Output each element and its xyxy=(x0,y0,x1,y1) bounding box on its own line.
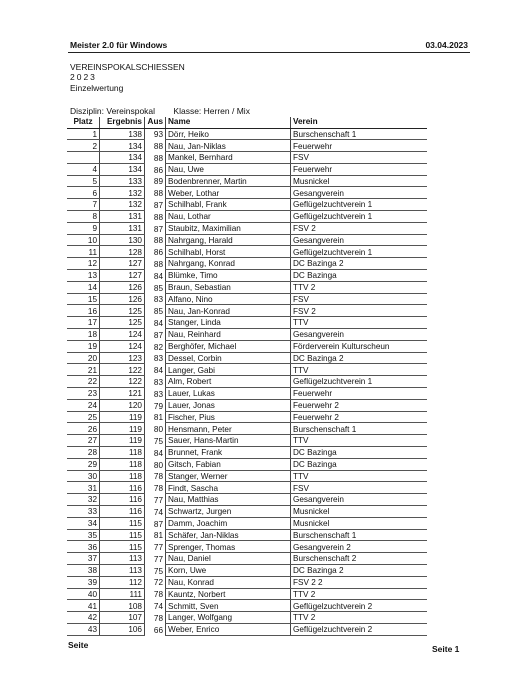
cell-platz: 23 xyxy=(67,388,100,400)
cell-ergebnis: 124 xyxy=(100,340,145,352)
cell-platz: 43 xyxy=(67,623,100,635)
table-row xyxy=(67,435,427,447)
cell-ergebnis: 125 xyxy=(100,317,145,329)
table-row xyxy=(67,329,427,341)
cell-platz: 38 xyxy=(67,564,100,576)
cell-platz: 20 xyxy=(67,352,100,364)
cell-verein: Feuerwehr xyxy=(291,140,428,152)
cell-verein: FSV xyxy=(291,293,428,305)
cell-aus: 74 xyxy=(145,600,166,612)
table-row xyxy=(67,163,427,175)
cell-name: Korn, Uwe xyxy=(166,564,291,576)
cell-verein: TTV 2 xyxy=(291,281,428,293)
table-row xyxy=(67,246,427,258)
table-row xyxy=(67,340,427,352)
cell-aus: 83 xyxy=(145,376,166,388)
cell-platz: 1 xyxy=(67,128,100,140)
document-subtitle: Einzelwertung xyxy=(70,83,124,93)
cell-name: Schäfer, Jan-Niklas xyxy=(166,529,291,541)
cell-verein: Burschenschaft 1 xyxy=(291,529,428,541)
cell-name: Alfano, Nino xyxy=(166,293,291,305)
cell-aus: 77 xyxy=(145,494,166,506)
table-row xyxy=(67,517,427,529)
cell-ergebnis: 133 xyxy=(100,175,145,187)
cell-platz: 9 xyxy=(67,222,100,234)
document-title: VEREINSPOKALSCHIESSEN xyxy=(70,62,185,72)
cell-verein: TTV xyxy=(291,470,428,482)
table-row xyxy=(67,222,427,234)
page-header xyxy=(70,40,468,50)
cell-name: Schwartz, Jurgen xyxy=(166,506,291,518)
cell-name: Nau, Lothar xyxy=(166,211,291,223)
cell-platz: 28 xyxy=(67,447,100,459)
cell-ergebnis: 112 xyxy=(100,576,145,588)
table-row xyxy=(67,388,427,400)
cell-ergebnis: 125 xyxy=(100,305,145,317)
cell-ergebnis: 131 xyxy=(100,211,145,223)
cell-name: Damm, Joachim xyxy=(166,517,291,529)
cell-ergebnis: 116 xyxy=(100,494,145,506)
discipline-line xyxy=(70,106,266,116)
cell-aus: 80 xyxy=(145,423,166,435)
cell-ergebnis: 122 xyxy=(100,376,145,388)
table-row xyxy=(67,352,427,364)
table-row xyxy=(67,411,427,423)
cell-verein: DC Bazinga 2 xyxy=(291,352,428,364)
cell-platz: 26 xyxy=(67,423,100,435)
cell-ergebnis: 111 xyxy=(100,588,145,600)
column-header-ergebnis: Ergebnis xyxy=(100,117,145,128)
cell-aus: 85 xyxy=(145,281,166,293)
cell-verein: DC Bazinga 2 xyxy=(291,258,428,270)
cell-platz: 15 xyxy=(67,293,100,305)
cell-platz: 27 xyxy=(67,435,100,447)
cell-name: Nau, Jan-Niklas xyxy=(166,140,291,152)
cell-name: Lauer, Lukas xyxy=(166,388,291,400)
table-row xyxy=(67,128,427,140)
table-row xyxy=(67,270,427,282)
cell-verein: DC Bazinga xyxy=(291,458,428,470)
cell-verein: TTV xyxy=(291,364,428,376)
cell-aus: 87 xyxy=(145,329,166,341)
cell-ergebnis: 120 xyxy=(100,399,145,411)
cell-ergebnis: 128 xyxy=(100,246,145,258)
table-row xyxy=(67,293,427,305)
cell-aus: 88 xyxy=(145,187,166,199)
table-row xyxy=(67,152,427,164)
cell-name: Alm, Robert xyxy=(166,376,291,388)
cell-ergebnis: 107 xyxy=(100,612,145,624)
cell-name: Nau, Konrad xyxy=(166,576,291,588)
cell-aus: 83 xyxy=(145,388,166,400)
cell-ergebnis: 108 xyxy=(100,600,145,612)
cell-aus: 80 xyxy=(145,458,166,470)
cell-name: Nau, Uwe xyxy=(166,163,291,175)
cell-verein: Geflügelzuchtverein 2 xyxy=(291,623,428,635)
cell-verein: Geflügelzuchtverein 1 xyxy=(291,376,428,388)
cell-platz: 41 xyxy=(67,600,100,612)
cell-name: Schilhabl, Horst xyxy=(166,246,291,258)
table-row xyxy=(67,600,427,612)
cell-name: Nau, Reinhard xyxy=(166,329,291,341)
column-header-verein: Verein xyxy=(291,117,428,128)
cell-platz: 29 xyxy=(67,458,100,470)
cell-verein: Geflügelzuchtverein 2 xyxy=(291,600,428,612)
cell-aus: 78 xyxy=(145,482,166,494)
cell-aus: 84 xyxy=(145,364,166,376)
cell-platz: 32 xyxy=(67,494,100,506)
table-row xyxy=(67,211,427,223)
cell-platz: 16 xyxy=(67,305,100,317)
cell-aus: 88 xyxy=(145,211,166,223)
cell-platz: 5 xyxy=(67,175,100,187)
print-date: 03.04.2023 xyxy=(425,40,468,50)
cell-name: Dessel, Corbin xyxy=(166,352,291,364)
cell-name: Nau, Matthias xyxy=(166,494,291,506)
cell-verein: DC Bazinga xyxy=(291,270,428,282)
column-header-platz: Platz xyxy=(67,117,100,128)
cell-aus: 86 xyxy=(145,246,166,258)
cell-ergebnis: 132 xyxy=(100,187,145,199)
cell-platz: 24 xyxy=(67,399,100,411)
cell-aus: 93 xyxy=(145,128,166,140)
table-row xyxy=(67,317,427,329)
cell-aus: 74 xyxy=(145,506,166,518)
cell-platz: 10 xyxy=(67,234,100,246)
table-row xyxy=(67,612,427,624)
cell-ergebnis: 124 xyxy=(100,329,145,341)
cell-platz: 2 xyxy=(67,140,100,152)
cell-platz: 19 xyxy=(67,340,100,352)
table-row xyxy=(67,140,427,152)
cell-verein: Burschenschaft 1 xyxy=(291,128,428,140)
cell-verein: TTV 2 xyxy=(291,588,428,600)
cell-aus: 87 xyxy=(145,199,166,211)
cell-verein: Burschenschaft 2 xyxy=(291,553,428,565)
cell-ergebnis: 126 xyxy=(100,281,145,293)
cell-aus: 82 xyxy=(145,340,166,352)
cell-ergebnis: 118 xyxy=(100,447,145,459)
cell-ergebnis: 118 xyxy=(100,458,145,470)
cell-aus: 72 xyxy=(145,576,166,588)
cell-ergebnis: 123 xyxy=(100,352,145,364)
cell-platz: 31 xyxy=(67,482,100,494)
cell-platz: 37 xyxy=(67,553,100,565)
cell-ergebnis: 127 xyxy=(100,270,145,282)
cell-aus: 89 xyxy=(145,175,166,187)
cell-ergebnis: 119 xyxy=(100,423,145,435)
cell-platz: 33 xyxy=(67,506,100,518)
cell-ergebnis: 113 xyxy=(100,553,145,565)
cell-ergebnis: 122 xyxy=(100,364,145,376)
cell-verein: Musnickel xyxy=(291,506,428,518)
cell-aus: 88 xyxy=(145,258,166,270)
cell-ergebnis: 134 xyxy=(100,152,145,164)
cell-ergebnis: 130 xyxy=(100,234,145,246)
cell-name: Dörr, Heiko xyxy=(166,128,291,140)
cell-aus: 75 xyxy=(145,564,166,576)
cell-ergebnis: 119 xyxy=(100,435,145,447)
cell-name: Schmitt, Sven xyxy=(166,600,291,612)
cell-aus: 75 xyxy=(145,435,166,447)
cell-verein: Förderverein Kulturscheun xyxy=(291,340,428,352)
app-title: Meister 2.0 für Windows xyxy=(70,40,168,50)
table-row xyxy=(67,541,427,553)
cell-aus: 81 xyxy=(145,529,166,541)
cell-aus: 66 xyxy=(145,623,166,635)
results-table xyxy=(67,117,427,636)
cell-ergebnis: 115 xyxy=(100,541,145,553)
cell-ergebnis: 127 xyxy=(100,258,145,270)
table-row xyxy=(67,234,427,246)
cell-name: Nau, Jan-Konrad xyxy=(166,305,291,317)
cell-verein: Musnickel xyxy=(291,517,428,529)
cell-name: Kauntz, Norbert xyxy=(166,588,291,600)
cell-name: Nahrgang, Harald xyxy=(166,234,291,246)
cell-verein: FSV xyxy=(291,482,428,494)
cell-aus: 81 xyxy=(145,411,166,423)
table-row xyxy=(67,564,427,576)
table-row xyxy=(67,588,427,600)
cell-verein: FSV 2 xyxy=(291,222,428,234)
cell-ergebnis: 115 xyxy=(100,517,145,529)
cell-ergebnis: 126 xyxy=(100,293,145,305)
cell-aus: 83 xyxy=(145,293,166,305)
cell-name: Nau, Daniel xyxy=(166,553,291,565)
cell-aus: 77 xyxy=(145,553,166,565)
cell-ergebnis: 113 xyxy=(100,564,145,576)
cell-verein: TTV xyxy=(291,435,428,447)
cell-platz: 40 xyxy=(67,588,100,600)
cell-verein: Feuerwehr 2 xyxy=(291,411,428,423)
table-row xyxy=(67,364,427,376)
cell-platz: 36 xyxy=(67,541,100,553)
cell-platz: 13 xyxy=(67,270,100,282)
table-row xyxy=(67,423,427,435)
table-row xyxy=(67,399,427,411)
cell-name: Stanger, Linda xyxy=(166,317,291,329)
cell-aus: 84 xyxy=(145,447,166,459)
cell-aus: 77 xyxy=(145,541,166,553)
cell-verein: Geflügelzuchtverein 1 xyxy=(291,246,428,258)
cell-verein: Musnickel xyxy=(291,175,428,187)
column-header-aus: Aus xyxy=(145,117,166,128)
cell-verein: FSV 2 xyxy=(291,305,428,317)
cell-platz: 42 xyxy=(67,612,100,624)
cell-aus: 86 xyxy=(145,163,166,175)
cell-name: Mankel, Bernhard xyxy=(166,152,291,164)
cell-ergebnis: 106 xyxy=(100,623,145,635)
column-header-name: Name xyxy=(166,117,291,128)
page-number: Seite 1 xyxy=(432,644,460,654)
cell-platz: 12 xyxy=(67,258,100,270)
table-row xyxy=(67,258,427,270)
cell-platz: 14 xyxy=(67,281,100,293)
cell-aus: 84 xyxy=(145,317,166,329)
cell-aus: 78 xyxy=(145,470,166,482)
cell-aus: 84 xyxy=(145,270,166,282)
cell-name: Weber, Enrico xyxy=(166,623,291,635)
cell-name: Blümke, Timo xyxy=(166,270,291,282)
cell-verein: Gesangverein xyxy=(291,187,428,199)
cell-name: Gitsch, Fabian xyxy=(166,458,291,470)
cell-aus: 79 xyxy=(145,399,166,411)
cell-name: Bodenbrenner, Martin xyxy=(166,175,291,187)
cell-aus: 88 xyxy=(145,234,166,246)
table-row xyxy=(67,305,427,317)
cell-ergebnis: 138 xyxy=(100,128,145,140)
cell-ergebnis: 116 xyxy=(100,482,145,494)
cell-aus: 88 xyxy=(145,140,166,152)
table-row xyxy=(67,458,427,470)
cell-ergebnis: 119 xyxy=(100,411,145,423)
cell-verein: Geflügelzuchtverein 1 xyxy=(291,211,428,223)
cell-name: Hensmann, Peter xyxy=(166,423,291,435)
table-row xyxy=(67,553,427,565)
table-row xyxy=(67,482,427,494)
cell-platz xyxy=(67,152,100,164)
cell-verein: DC Bazinga 2 xyxy=(291,564,428,576)
cell-verein: TTV xyxy=(291,317,428,329)
cell-name: Berghöfer, Michael xyxy=(166,340,291,352)
cell-name: Nahrgang, Konrad xyxy=(166,258,291,270)
cell-verein: Feuerwehr xyxy=(291,388,428,400)
cell-platz: 11 xyxy=(67,246,100,258)
table-row xyxy=(67,623,427,635)
table-header-row xyxy=(67,117,427,128)
discipline-label: Disziplin: Vereinspokal xyxy=(70,106,156,116)
cell-platz: 30 xyxy=(67,470,100,482)
cell-platz: 39 xyxy=(67,576,100,588)
table-row xyxy=(67,281,427,293)
footer-left: Seite xyxy=(68,640,89,650)
cell-platz: 25 xyxy=(67,411,100,423)
cell-ergebnis: 134 xyxy=(100,163,145,175)
cell-platz: 35 xyxy=(67,529,100,541)
cell-verein: Feuerwehr xyxy=(291,163,428,175)
cell-aus: 78 xyxy=(145,612,166,624)
cell-platz: 18 xyxy=(67,329,100,341)
document-year: 2023 xyxy=(70,72,97,82)
cell-ergebnis: 131 xyxy=(100,222,145,234)
cell-aus: 88 xyxy=(145,152,166,164)
cell-platz: 6 xyxy=(67,187,100,199)
cell-ergebnis: 118 xyxy=(100,470,145,482)
cell-platz: 7 xyxy=(67,199,100,211)
cell-platz: 4 xyxy=(67,163,100,175)
table-row xyxy=(67,470,427,482)
cell-ergebnis: 116 xyxy=(100,506,145,518)
cell-verein: FSV xyxy=(291,152,428,164)
table-row xyxy=(67,506,427,518)
cell-ergebnis: 134 xyxy=(100,140,145,152)
cell-ergebnis: 132 xyxy=(100,199,145,211)
cell-aus: 83 xyxy=(145,352,166,364)
table-row xyxy=(67,529,427,541)
table-row xyxy=(67,199,427,211)
cell-name: Findt, Sascha xyxy=(166,482,291,494)
table-row xyxy=(67,175,427,187)
cell-name: Langer, Gabi xyxy=(166,364,291,376)
cell-name: Lauer, Jonas xyxy=(166,399,291,411)
cell-name: Langer, Wolfgang xyxy=(166,612,291,624)
cell-verein: Gesangverein xyxy=(291,329,428,341)
cell-verein: Gesangverein 2 xyxy=(291,541,428,553)
table-body xyxy=(67,128,427,635)
cell-ergebnis: 121 xyxy=(100,388,145,400)
cell-platz: 17 xyxy=(67,317,100,329)
cell-aus: 85 xyxy=(145,305,166,317)
cell-verein: FSV 2 2 xyxy=(291,576,428,588)
cell-verein: Feuerwehr 2 xyxy=(291,399,428,411)
table-row xyxy=(67,447,427,459)
cell-platz: 21 xyxy=(67,364,100,376)
cell-name: Sauer, Hans-Martin xyxy=(166,435,291,447)
cell-name: Braun, Sebastian xyxy=(166,281,291,293)
cell-platz: 34 xyxy=(67,517,100,529)
cell-verein: TTV 2 xyxy=(291,612,428,624)
cell-aus: 87 xyxy=(145,222,166,234)
cell-ergebnis: 115 xyxy=(100,529,145,541)
cell-verein: Burschenschaft 1 xyxy=(291,423,428,435)
cell-aus: 87 xyxy=(145,517,166,529)
cell-name: Sprenger, Thomas xyxy=(166,541,291,553)
cell-verein: Geflügelzuchtverein 1 xyxy=(291,199,428,211)
cell-platz: 8 xyxy=(67,211,100,223)
cell-verein: Gesangverein xyxy=(291,494,428,506)
cell-verein: DC Bazinga xyxy=(291,447,428,459)
class-label: Klasse: Herren / Mix xyxy=(173,106,250,116)
table-row xyxy=(67,576,427,588)
header-rule xyxy=(68,52,470,53)
table-row xyxy=(67,187,427,199)
cell-aus: 78 xyxy=(145,588,166,600)
table-row xyxy=(67,376,427,388)
table-row xyxy=(67,494,427,506)
cell-name: Fischer, Pius xyxy=(166,411,291,423)
cell-verein: Gesangverein xyxy=(291,234,428,246)
cell-name: Brunnet, Frank xyxy=(166,447,291,459)
cell-platz: 22 xyxy=(67,376,100,388)
cell-name: Staubitz, Maximilian xyxy=(166,222,291,234)
cell-name: Stanger, Werner xyxy=(166,470,291,482)
cell-name: Schilhabl, Frank xyxy=(166,199,291,211)
cell-name: Weber, Lothar xyxy=(166,187,291,199)
